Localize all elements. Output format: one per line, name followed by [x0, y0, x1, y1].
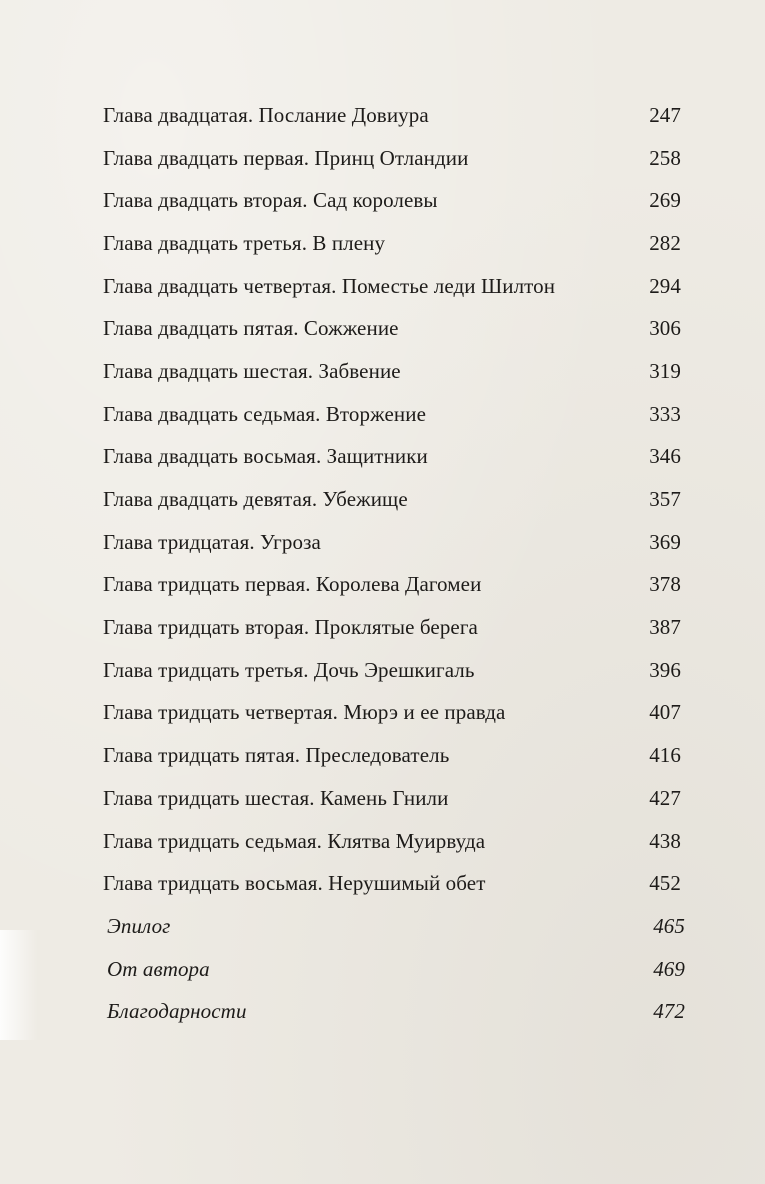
toc-entry-page-number: 416 — [649, 743, 681, 768]
toc-entry — [103, 734, 681, 777]
toc-entry-title: Глава двадцать девятая. Убежище — [103, 487, 408, 512]
toc-entry-page-number: 465 — [653, 913, 685, 938]
toc-entry-page-number: 306 — [649, 316, 681, 341]
toc-entry-title: Глава тридцать вторая. Проклятые берега — [103, 615, 478, 640]
toc-entry-page-number: 258 — [649, 145, 681, 170]
toc-entry — [103, 692, 681, 735]
toc-entry-title: Глава двадцать восьмая. Защитники — [103, 444, 428, 469]
toc-entry — [103, 94, 681, 137]
toc-entry-title: Глава тридцать первая. Королева Дагомеи — [103, 572, 482, 597]
toc-entry-page-number: 427 — [649, 785, 681, 810]
toc-entry-page-number: 472 — [653, 999, 685, 1024]
toc-entry-title: Эпилог — [107, 913, 171, 938]
toc-entry-page-number: 319 — [649, 358, 681, 383]
toc-entry-page-number: 247 — [649, 102, 681, 127]
toc-entry — [103, 265, 681, 308]
toc-entry — [103, 990, 685, 1033]
toc-entry-title: Глава двадцать первая. Принц Отландии — [103, 145, 469, 170]
toc-entry — [103, 222, 681, 265]
table-of-contents — [103, 94, 685, 1033]
toc-entry — [103, 436, 681, 479]
page-edge-mark — [0, 930, 38, 1040]
toc-entry-title: Глава тридцатая. Угроза — [103, 529, 321, 554]
toc-entry-title: Благодарности — [107, 999, 247, 1024]
toc-entry-title: Глава тридцать восьмая. Нерушимый обет — [103, 871, 486, 896]
toc-entry-title: Глава тридцать третья. Дочь Эрешкигаль — [103, 657, 475, 682]
toc-entry-title: Глава двадцать седьмая. Вторжение — [103, 401, 426, 426]
toc-entry-page-number: 294 — [649, 273, 681, 298]
toc-entry-page-number: 407 — [649, 700, 681, 725]
toc-entry-page-number: 438 — [649, 828, 681, 853]
toc-entry — [103, 137, 681, 180]
toc-entry-title: От автора — [107, 956, 210, 981]
toc-entry-title: Глава двадцать третья. В плену — [103, 230, 386, 255]
toc-entry-page-number: 369 — [649, 529, 681, 554]
toc-entry — [103, 649, 681, 692]
toc-entry-title: Глава тридцать пятая. Преследователь — [103, 743, 450, 768]
toc-entry — [103, 862, 681, 905]
toc-entry-page-number: 387 — [649, 615, 681, 640]
toc-entry — [103, 820, 681, 863]
toc-entry-title: Глава двадцать вторая. Сад королевы — [103, 188, 438, 213]
toc-entry — [103, 521, 681, 564]
toc-entry-title: Глава тридцать четвертая. Мюрэ и ее правда — [103, 700, 506, 725]
toc-entry-title: Глава двадцать пятая. Сожжение — [103, 316, 399, 341]
toc-entry — [103, 393, 681, 436]
toc-entry-page-number: 346 — [649, 444, 681, 469]
toc-entry-page-number: 333 — [649, 401, 681, 426]
toc-entry-page-number: 452 — [649, 871, 681, 896]
toc-entry-page-number: 378 — [649, 572, 681, 597]
toc-entry — [103, 179, 681, 222]
toc-entry-page-number: 357 — [649, 487, 681, 512]
toc-entry-title: Глава тридцать шестая. Камень Гнили — [103, 785, 449, 810]
toc-entry — [103, 606, 681, 649]
toc-entry-title: Глава двадцатая. Послание Довиура — [103, 102, 429, 127]
toc-entry — [103, 777, 681, 820]
toc-entry-page-number: 469 — [653, 956, 685, 981]
toc-entry-title: Глава двадцать шестая. Забвение — [103, 358, 401, 383]
toc-entry-title: Глава тридцать седьмая. Клятва Муирвуда — [103, 828, 486, 853]
toc-entry-title: Глава двадцать четвертая. Поместье леди Шилтон — [103, 273, 556, 298]
toc-entry — [103, 948, 685, 991]
toc-entry-page-number: 282 — [649, 230, 681, 255]
toc-entry — [103, 478, 681, 521]
toc-entry — [103, 905, 685, 948]
toc-entry — [103, 564, 681, 607]
toc-entry — [103, 350, 681, 393]
toc-entry-page-number: 396 — [649, 657, 681, 682]
toc-entry — [103, 307, 681, 350]
toc-entry-page-number: 269 — [649, 188, 681, 213]
